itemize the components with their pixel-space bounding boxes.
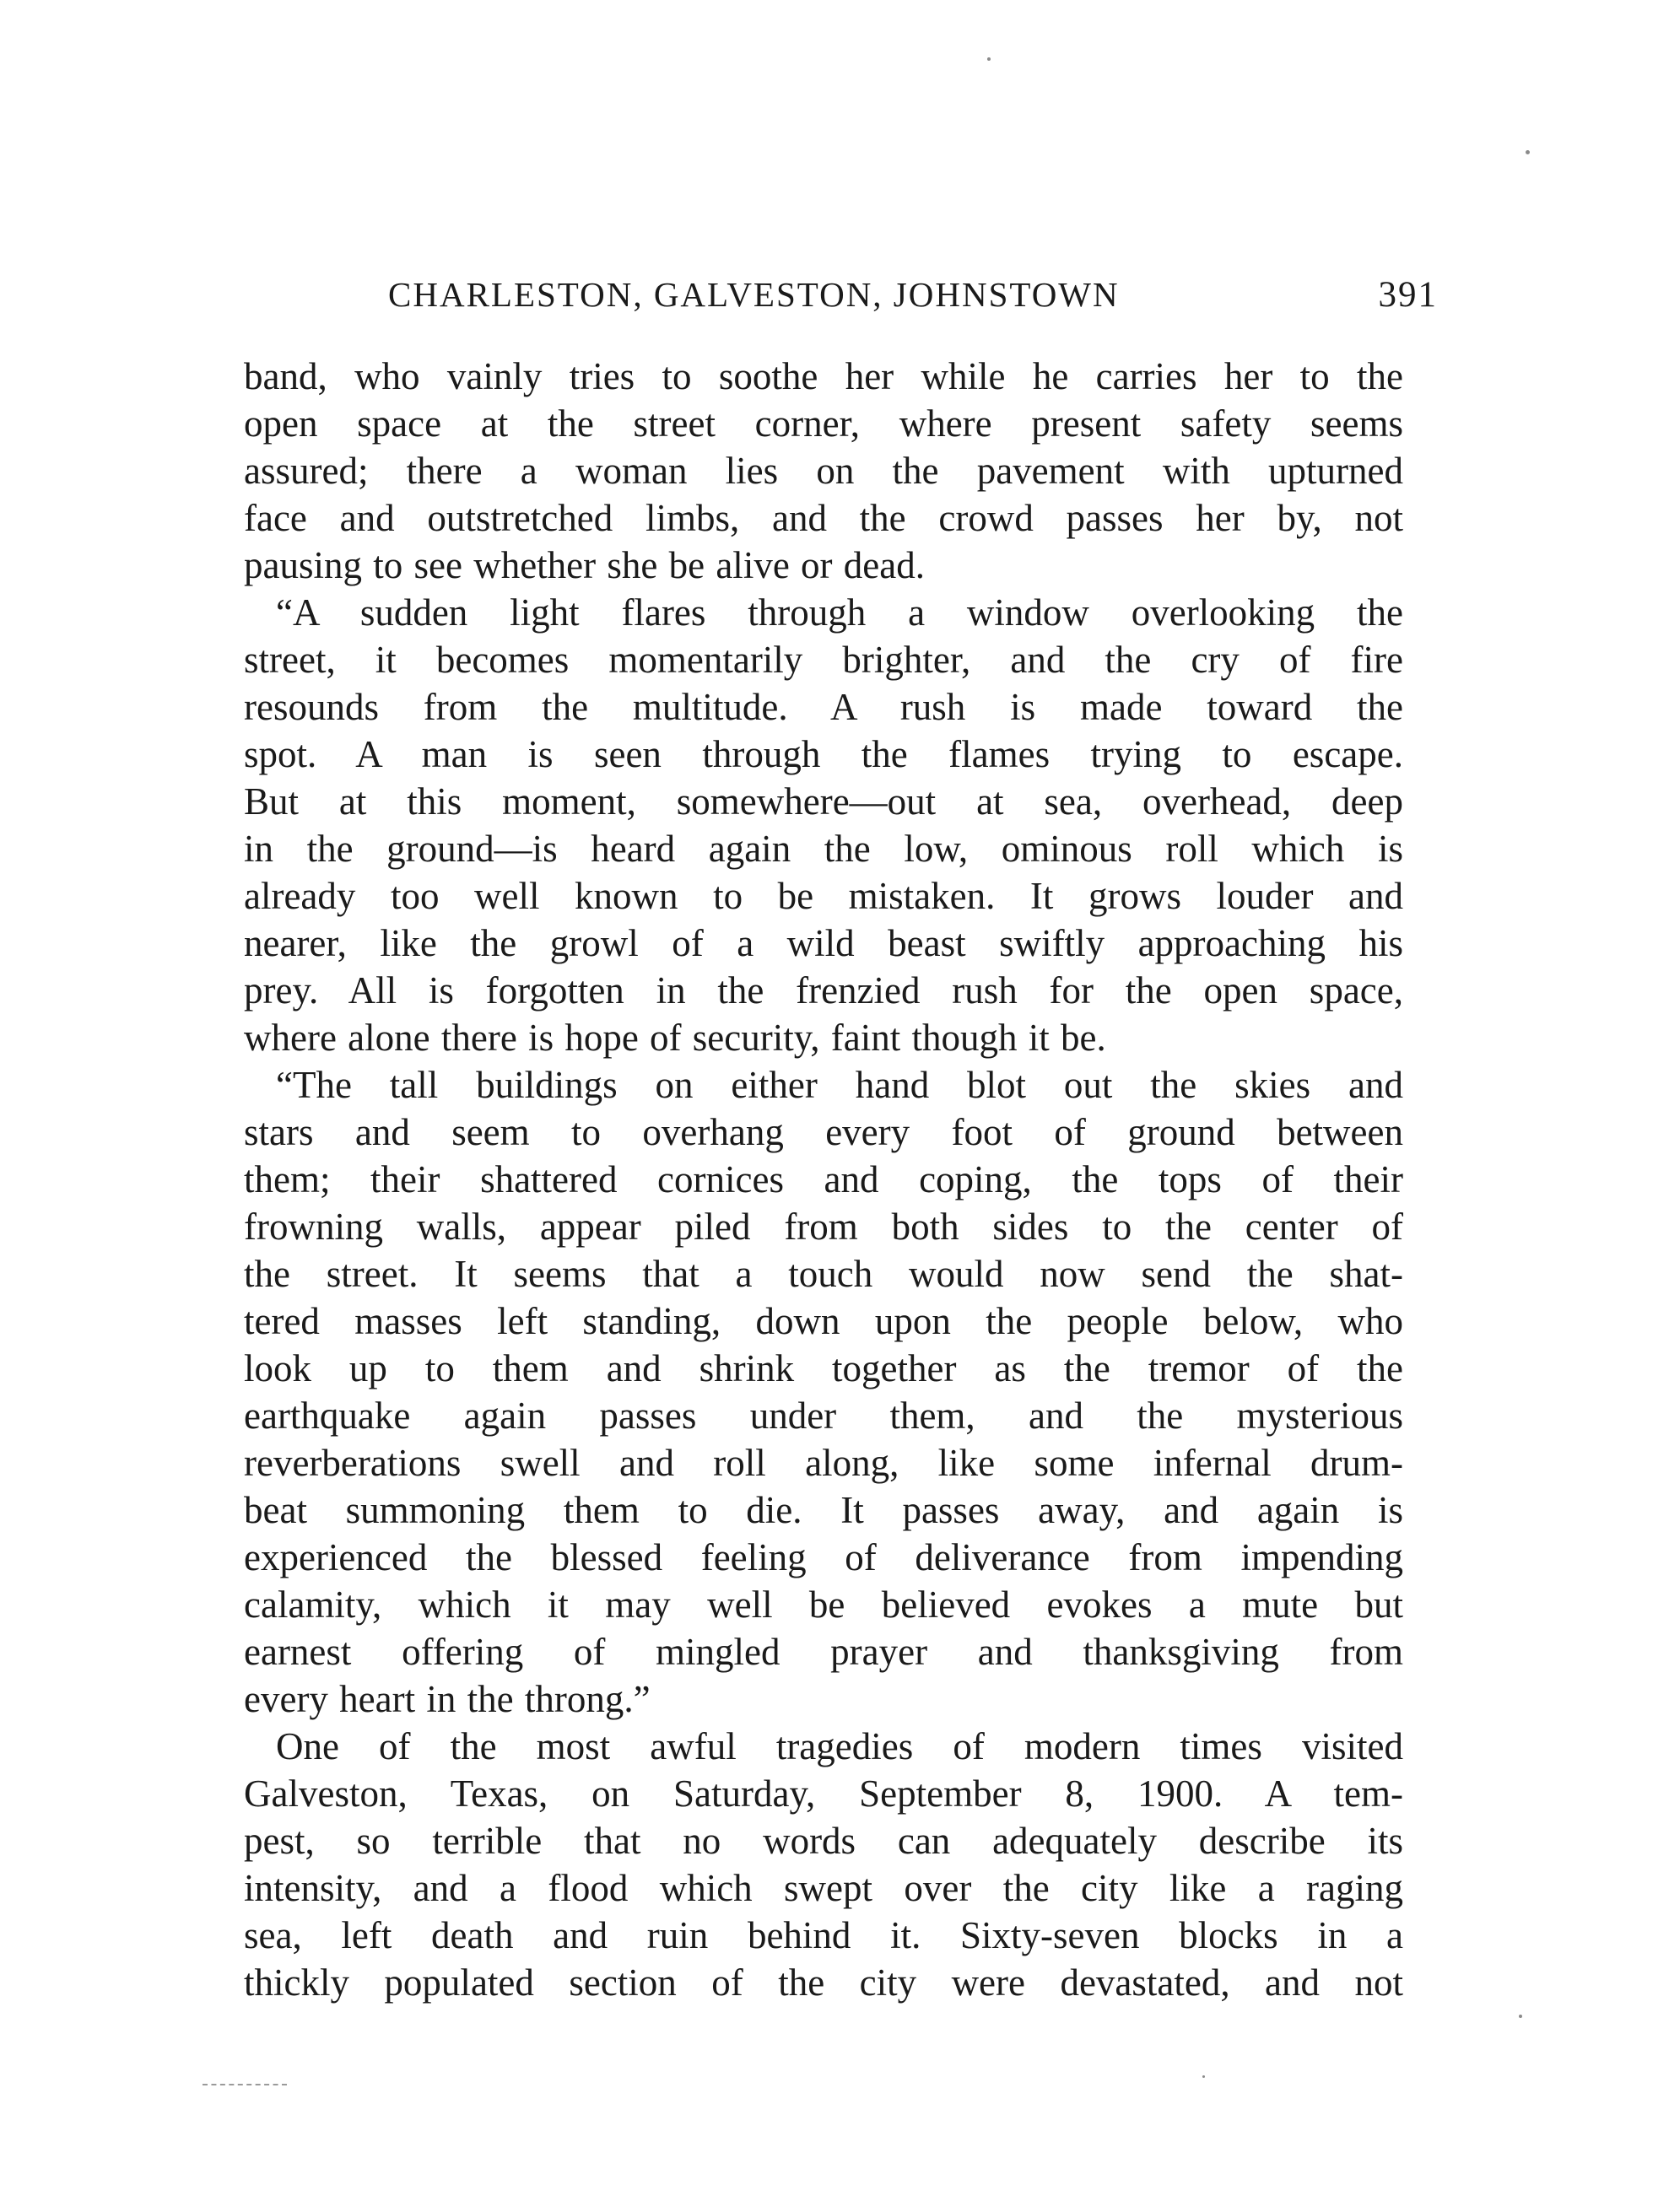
- text-line: pausing to see whether she be alive or dead.: [244, 544, 925, 586]
- body-text: [244, 353, 1403, 2006]
- running-head: CHARLESTON, GALVESTON, JOHNSTOWN: [388, 275, 1120, 314]
- text-line: calamity, which it may well be believed evokes a mute but: [244, 1583, 1403, 1626]
- scan-speck: [1519, 2015, 1522, 2018]
- paragraph: [244, 1061, 1403, 1723]
- text-line: experienced the blessed feeling of deliverance from impending: [244, 1536, 1403, 1578]
- scan-speck: [987, 57, 991, 61]
- text-line: resounds from the multitude. A rush is made toward the: [244, 686, 1403, 728]
- text-line: intensity, and a flood which swept over the city like a raging: [244, 1867, 1403, 1909]
- text-line: But at this moment, somewhere—out at sea, overhead, deep: [244, 780, 1403, 823]
- text-line: nearer, like the growl of a wild beast swiftly approaching his: [244, 922, 1403, 964]
- text-line: beat summoning them to die. It passes away, and again is: [244, 1489, 1403, 1531]
- text-line: tered masses left standing, down upon the people below, who: [244, 1300, 1403, 1342]
- text-line: “A sudden light flares through a window overlooking the: [276, 591, 1403, 634]
- text-line: reverberations swell and roll along, like some infernal drum-: [244, 1442, 1403, 1484]
- text-line: assured; there a woman lies on the pavement with upturned: [244, 450, 1403, 492]
- text-line: thickly populated section of the city were devastated, and not: [244, 1961, 1403, 2004]
- scan-speck: [1202, 2075, 1205, 2078]
- text-line: already too well known to be mistaken. It grows louder and: [244, 875, 1403, 917]
- text-line: earnest offering of mingled prayer and thanksgiving from: [244, 1631, 1403, 1673]
- text-line: “The tall buildings on either hand blot out the skies and: [276, 1064, 1403, 1106]
- text-line: earthquake again passes under them, and the mysterious: [244, 1395, 1403, 1437]
- paragraph: [244, 589, 1403, 1061]
- text-line: pest, so terrible that no words can adequately describe its: [244, 1820, 1403, 1862]
- text-line: One of the most awful tragedies of modern times visited: [276, 1725, 1403, 1767]
- text-line: spot. A man is seen through the flames trying to escape.: [244, 733, 1403, 775]
- text-line: Galveston, Texas, on Saturday, September 8, 1900. A tem-: [244, 1772, 1403, 1815]
- text-line: band, who vainly tries to soothe her while he carries her to the: [244, 355, 1403, 397]
- text-line: sea, left death and ruin behind it. Sixty-seven blocks in a: [244, 1914, 1403, 1956]
- text-line: every heart in the throng.”: [244, 1678, 651, 1720]
- text-line: them; their shattered cornices and coping, the tops of their: [244, 1158, 1403, 1200]
- page-number: 391: [1378, 275, 1438, 315]
- scan-speck: [1526, 150, 1530, 154]
- text-line: where alone there is hope of security, faint though it be.: [244, 1017, 1106, 1059]
- text-line: stars and seem to overhang every foot of ground between: [244, 1111, 1403, 1153]
- paragraph: [244, 353, 1403, 589]
- paragraph: [244, 1723, 1403, 2006]
- text-line: face and outstretched limbs, and the crowd passes her by, not: [244, 497, 1403, 539]
- text-line: in the ground—is heard again the low, ominous roll which is: [244, 828, 1403, 870]
- text-line: open space at the street corner, where present safety seems: [244, 402, 1403, 445]
- text-line: frowning walls, appear piled from both sides to the center of: [244, 1206, 1403, 1248]
- text-line: the street. It seems that a touch would now send the shat-: [244, 1253, 1403, 1295]
- text-line: street, it becomes momentarily brighter, and the cry of fire: [244, 639, 1403, 681]
- text-line: look up to them and shrink together as the tremor of the: [244, 1347, 1403, 1389]
- text-line: prey. All is forgotten in the frenzied rush for the open space,: [244, 969, 1403, 1012]
- scan-dash-mark: [203, 2084, 287, 2089]
- page-header: [388, 274, 1438, 333]
